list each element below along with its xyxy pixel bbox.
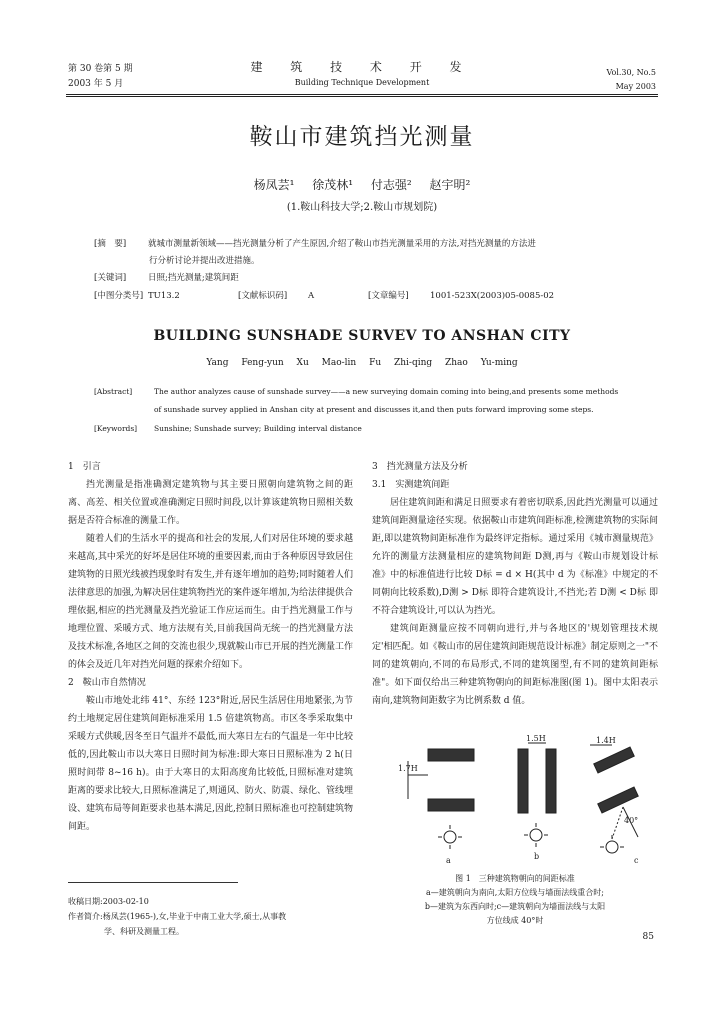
fig-label-b: b	[534, 852, 540, 861]
section-3-1-heading: 3.1 实测建筑间距	[372, 480, 450, 490]
fig-c-sun-ray	[612, 807, 623, 839]
keywords-cn	[94, 270, 660, 287]
section-2-heading: 2 鞍山市自然情况	[68, 678, 146, 688]
fig-b-sun-icon	[530, 829, 542, 841]
english-title: BUILDING SUNSHADE SURVEV TO ANSHAN CITY	[153, 328, 571, 344]
abstract-cn-line2: 行分析讨论并提出改进措施。	[149, 256, 260, 266]
authors-cn: 杨凤芸¹ 徐茂林¹ 付志强² 赵宇明²	[253, 178, 471, 192]
art-label: [文章编号]	[368, 291, 409, 301]
classification	[94, 288, 660, 305]
caption-line-2: b—建筑为东西向时;c—建筑朝向为墙面法线与太阳	[424, 902, 606, 911]
abstract-cn-label: [摘 要]	[94, 239, 127, 249]
author-bio-1: 作者简介:杨凤芸(1965-),女,毕业于中南工业大学,硕士,从事教	[68, 912, 287, 921]
doc-value: A	[308, 291, 315, 301]
right-column	[372, 458, 658, 710]
fig-a-building-bottom	[428, 799, 474, 811]
keywords-en-label: [Keywords]	[94, 424, 138, 433]
fig-b-building-right	[546, 749, 556, 813]
section-2-para-1: 鞍山市地处北纬 41°、东经 123°附近,居民生活居住用地紧张,为节约土地规定居住建筑间距标准采用 1.5 倍建筑物高。市区冬季采取集中采暖方式供暖,因冬至日气温并不最低,而大寒日左右的气温是一年中比较低的,因此鞍山市以大寒日日照时间为标准:即大寒日日照标准为 2 h(日照时间带 8~16 h)。由于大寒日的太阳高度角比较低,日照标准对建筑距离的要求比较大,日照标准满足了,则通风、防火、防震、绿化、管线埋设、建筑布局等间距要求也基本满足,因此,控制日照标准也可控制建筑物间距。	[68, 696, 353, 832]
fig-c-sun-icon	[606, 841, 618, 853]
clc-label: [中图分类号]	[94, 291, 144, 301]
abstract-en	[94, 383, 660, 419]
fig-a-building-top	[428, 749, 474, 761]
fig-label-17h: 1.7H	[398, 764, 418, 773]
received-date: 收稿日期:2003-02-10	[68, 897, 149, 906]
fig-label-a: a	[446, 856, 451, 865]
section-1-para-2: 随着人们的生活水平的提高和社会的发展,人们对居住环境的要求越来越高,其中采光的好坏是居住环境的重要因素,而由于各种原因导致居住建筑物的日照光线被挡现象时有发生,并有逐年增加的趋势;同时随着人们法律意思的加强,为解决居住建筑物挡光的案件逐年增加,为给法律提供合理依据,相应的挡光测量及挡光验证工作应运而生。由于挡光测量工作与地理位置、采暖方式、地方法规有关,目前我国尚无统一的挡光测量方法及技术标准,各地区之间的交流也很少,现就鞍山市已开展的挡光测量工作的体会及近几年对挡光问题的探索介绍如下。	[68, 534, 353, 670]
abstract-cn	[94, 236, 660, 270]
art-value: 1001-523X(2003)05-0085-02	[430, 291, 555, 301]
abstract-en-line2: of sunshade survey applied in Anshan city at present and discusses it,and then puts forward improving some steps.	[154, 405, 594, 414]
issue-en: Vol.30, No.5	[606, 68, 656, 77]
issue-cn: 第 30 卷第 5 期	[68, 64, 133, 74]
caption-line-1: a—建筑朝向为南向,太阳方位线与墙面法线重合时;	[425, 888, 604, 897]
figure-1-diagram	[398, 735, 662, 867]
page-number: 85	[642, 932, 654, 942]
fig-c-building-top	[594, 747, 634, 773]
fig-c-building-bottom	[598, 787, 638, 813]
header-rule-bottom	[66, 96, 658, 97]
header-rule-top	[66, 94, 658, 95]
abstract-en-label: [Abstract]	[94, 387, 133, 396]
section-1-heading: 1 引言	[68, 462, 101, 472]
affiliation: (1.鞍山科技大学;2.鞍山市规划院)	[286, 202, 438, 213]
keywords-en-text: Sunshine; Sunshade survey; Building interval distance	[154, 424, 362, 433]
footnote-rule	[68, 882, 238, 883]
fig-label-14h: 1.4H	[596, 736, 616, 745]
journal-en: Building Technique Development	[294, 78, 430, 87]
english-authors: Yang Feng-yun Xu Mao-lin Fu Zhi-qing Zhao Yu-ming	[206, 358, 518, 368]
keywords-en	[94, 420, 660, 438]
fig-label-15h: 1.5H	[526, 735, 546, 743]
section-3-1-para-1: 居住建筑间距和满足日照要求有着密切联系,因此挡光测量可以通过建筑间距测量途径实现。依据鞍山市建筑间距标准,检测建筑物的实际间距,即以建筑物间距标准作为最终评定指标。通过采用《城市测量规范》允许的测量方法测量相应的建筑物间距 D测,再与《鞍山市规划设计标准》中的标准值进行比较 D标 = d × H(其中 d 为《标准》中规定的不同朝向比较系数),D测 > D标 即符合建筑设计,不挡光;若 D测 < D标 即不符合建筑设计,可以认为挡光。	[372, 498, 658, 616]
fig-label-c: c	[634, 856, 639, 865]
date-cn: 2003 年 5 月	[68, 79, 124, 89]
doc-label: [文献标识码]	[238, 291, 288, 301]
header-right	[606, 66, 656, 94]
journal-cn: 建 筑 技 术 开 发	[250, 60, 474, 74]
page-title: 鞍山市建筑挡光测量	[249, 124, 475, 150]
caption-title: 图 1 三种建筑物朝向的间距标准	[455, 874, 575, 883]
abstract-cn-line1: 就城市测量新领域——挡光测量分析了产生原因,介绍了鞍山市挡光测量采用的方法,对挡光测量的方法进	[148, 239, 536, 249]
fig-b-building-left	[518, 749, 528, 813]
keywords-cn-text: 日照;挡光测量;建筑间距	[148, 273, 239, 283]
footnote	[68, 894, 358, 939]
fig-a-sun-icon	[444, 831, 456, 843]
fig-label-angle: 40°	[624, 816, 639, 825]
section-3-1-para-2: 建筑间距测量应按不同朝向进行,并与各地区的'规划管理技术规定'相匹配。如《鞍山市的居住建筑间距规范设计标准》制定原则之一"不同的建筑朝向,不同的布局形式,不同的建筑图型,有不同的建筑间距标准"。如下面仅给出三种建筑物朝向的间距标准图(图 1)。图中太阳表示南向,建筑物间距数字为比例系数 d 值。	[372, 624, 658, 706]
section-3-heading: 3 挡光测量方法及分析	[372, 462, 468, 472]
clc-value: TU13.2	[148, 291, 180, 301]
section-1-para-1: 挡光测量是指准确测定建筑物与其主要日照朝向建筑物之间的距离、高差、相关位置或准确测定日照时间段,以计算该建筑物日照相关数据是否符合标准的测量工作。	[68, 480, 353, 526]
keywords-cn-label: [关键词]	[94, 273, 127, 283]
left-column	[68, 458, 353, 836]
author-bio-2: 学、科研及测量工程。	[104, 927, 184, 936]
date-en: May 2003	[615, 82, 656, 91]
figure-1-caption	[372, 872, 658, 928]
abstract-en-line1: The author analyzes cause of sunshade survey——a new surveying domain coming into being,and presents some methods	[154, 387, 619, 396]
caption-line-3: 方位线成 40°时	[486, 916, 544, 925]
